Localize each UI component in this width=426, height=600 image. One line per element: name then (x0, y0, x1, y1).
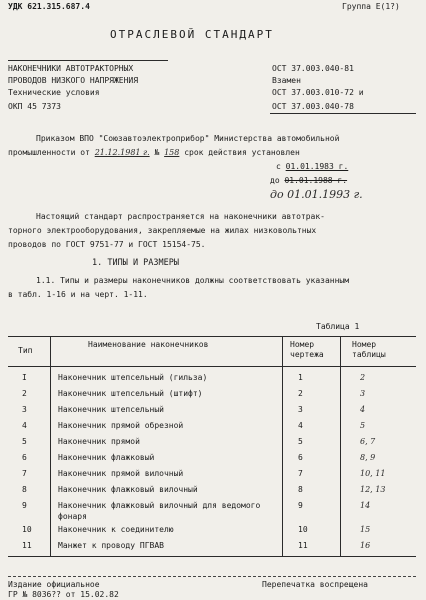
cell-table: 4 (360, 405, 366, 414)
cell-drawing: 10 (298, 525, 308, 534)
cell-table: 16 (360, 541, 371, 550)
okp-code: ОКП 45 7373 (8, 102, 61, 111)
cell-table: 2 (360, 373, 366, 382)
cell-name: Наконечник прямой (58, 437, 140, 446)
cell-drawing: 9 (298, 501, 303, 510)
table-row (0, 452, 426, 468)
cell-type: 4 (22, 421, 27, 430)
cell-type: 6 (22, 453, 27, 462)
table-row (0, 420, 426, 436)
ost-replaced-1: ОСТ 37.003.010-72 и (272, 88, 364, 97)
cell-drawing: 11 (298, 541, 308, 550)
cell-type: 8 (22, 485, 27, 494)
table-row (0, 372, 426, 388)
table-row (0, 500, 426, 524)
footer-rule (8, 576, 416, 577)
cell-table: 10, 11 (360, 469, 386, 478)
section-title: 1. ТИПЫ И РАЗМЕРЫ (92, 258, 179, 268)
standard-right-rule (270, 113, 416, 114)
footer-edition: Издание официальное (8, 580, 100, 589)
cell-drawing: 5 (298, 437, 303, 446)
table-header-rule (8, 366, 416, 367)
table-row (0, 468, 426, 484)
cell-type: 3 (22, 405, 27, 414)
cell-drawing: 6 (298, 453, 303, 462)
cell-drawing: 8 (298, 485, 303, 494)
order-line2: промышленности от 21.12.1981 г. № 158 срок действия установлен (8, 148, 300, 157)
standard-name-line1: НАКОНЕЧНИКИ АВТОТРАКТОРНЫХ (8, 64, 134, 73)
cell-table: 5 (360, 421, 366, 430)
document-title: ОТРАСЛЕВОЙ СТАНДАРТ (110, 28, 274, 41)
table-row (0, 484, 426, 500)
standard-subtitle: Технические условия (8, 88, 100, 97)
header-type: Тип (18, 346, 33, 355)
cell-type: 9 (22, 501, 27, 510)
table-top-rule (8, 336, 416, 337)
section-p1-line1: 1.1. Типы и размеры наконечников должны соответствовать указанным (36, 276, 350, 285)
scope-line3: проводов по ГОСТ 9751-77 и ГОСТ 15154-75. (8, 240, 206, 249)
cell-type: I (22, 373, 27, 382)
table-row (0, 388, 426, 404)
standard-name-line2: ПРОВОДОВ НИЗКОГО НАПРЯЖЕНИЯ (8, 76, 139, 85)
cell-type: 5 (22, 437, 27, 446)
header-table-line2: таблицы (352, 350, 386, 359)
cell-drawing: 1 (298, 373, 303, 382)
cell-drawing: 4 (298, 421, 303, 430)
udk-code: УДК 621.315.687.4 (8, 2, 90, 11)
header-table-line1: Номер (352, 340, 377, 349)
header-drawing-line2: чертежа (290, 350, 324, 359)
order-line1: Приказом ВПО "Союзавтоэлектроприбор" Министерства автомобильной (36, 134, 340, 143)
valid-to-handwritten: до 01.01.1993 г. (270, 188, 363, 201)
cell-name: Наконечник флажковый вилочный (58, 485, 198, 494)
cell-table: 12, 13 (360, 485, 386, 494)
cell-drawing: 2 (298, 389, 303, 398)
cell-table: 8, 9 (360, 453, 376, 462)
table-bottom-rule (8, 556, 416, 557)
scope-line1: Настоящий стандарт распространяется на наконечники автотрак- (36, 212, 325, 221)
cell-name: Наконечник флажковый вилочный для ведомого фонаря (58, 501, 261, 521)
cell-name: Манжет к проводу ПГВАВ (58, 541, 164, 550)
cell-name: Наконечник прямой вилочный (58, 469, 184, 478)
cell-type: 11 (22, 541, 32, 550)
cell-name: Наконечник прямой обрезной (58, 421, 184, 430)
cell-drawing: 3 (298, 405, 303, 414)
header-drawing-line1: Номер (290, 340, 315, 349)
cell-table: 6, 7 (360, 437, 376, 446)
standard-top-rule (8, 60, 168, 61)
cell-type: 7 (22, 469, 27, 478)
table-label: Таблица 1 (316, 322, 360, 331)
table-row (0, 540, 426, 556)
group-code: Группа Е(1?) (342, 2, 400, 11)
cell-table: 3 (360, 389, 366, 398)
header-name: Наименование наконечников (88, 340, 209, 349)
ost-replaced-2: ОСТ 37.003.040-78 (272, 102, 354, 111)
cell-name: Наконечник штепсельный (гильза) (58, 373, 208, 382)
footer-reprint-notice: Перепечатка воспрещена (262, 580, 368, 589)
cell-name: Наконечник штепсельный (58, 405, 164, 414)
cell-table: 15 (360, 525, 371, 534)
table-row (0, 524, 426, 540)
valid-from: с 01.01.1983 г. (276, 162, 349, 171)
ost-number: ОСТ 37.003.040-81 (272, 64, 354, 73)
cell-name: Наконечник флажковый (58, 453, 155, 462)
cell-name: Наконечник к соединителю (58, 525, 174, 534)
table-row (0, 404, 426, 420)
cell-drawing: 7 (298, 469, 303, 478)
footer-registration: ГР № 8036?? от 15.02.82 (8, 590, 119, 599)
cell-type: 10 (22, 525, 32, 534)
replace-label: Взамен (272, 76, 301, 85)
cell-name: Наконечник штепсельный (штифт) (58, 389, 203, 398)
cell-table: 14 (360, 501, 371, 510)
table-row (0, 436, 426, 452)
scope-line2: торного электрооборудования, закрепляемые на жилах низковольтных (8, 226, 317, 235)
section-p1-line2: в табл. 1-16 и на черт. 1-11. (8, 290, 148, 299)
cell-type: 2 (22, 389, 27, 398)
valid-to: до 01.01.1988 г. (270, 176, 348, 185)
